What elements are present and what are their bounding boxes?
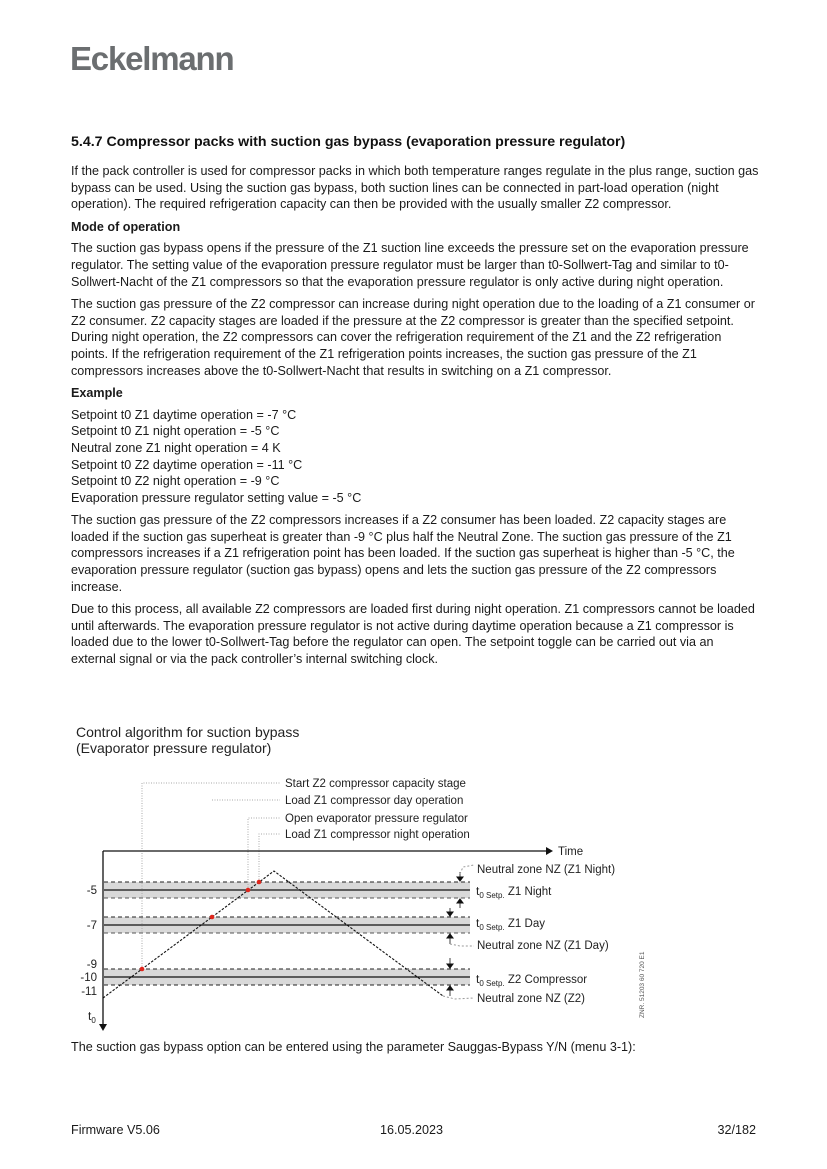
event-leaders <box>142 783 280 969</box>
y-tick-label: -9 <box>86 959 97 971</box>
event-label: Open evaporator pressure regulator <box>285 813 468 825</box>
event-label: Start Z2 compressor capacity stage <box>285 778 466 790</box>
band-label-z1-day: $t_{0 Setp.}$ Z1 Day <box>476 916 545 932</box>
after-diagram-paragraph: The suction gas bypass option can be entered using the parameter Sauggas-Bypass Y/N (menu 3-1): <box>71 1040 636 1054</box>
diagram-svg <box>0 720 827 1040</box>
section-body <box>71 163 761 674</box>
footer-firmware: Firmware V5.06 <box>71 1123 160 1137</box>
arrow-down-icon <box>457 877 463 881</box>
example-item: Setpoint t0 Z1 night operation = -5 °C <box>71 424 280 439</box>
example-item: Evaporation pressure regulator setting value = -5 °C <box>71 490 362 505</box>
leader-nz-day <box>450 944 474 946</box>
diagram-title-line1: Control algorithm for suction bypass <box>76 724 300 740</box>
intro-paragraph: If the pack controller is used for compressor packs in which both temperature ranges regulate in the plus range, suction gas bypass can be used. Using the suction gas bypass, both suction lines can be connected in part-load operation (night operation). The required refrigeration capacity can then be provided with the usually smaller Z2 compressor. <box>71 164 759 212</box>
y-tick-label: -5 <box>86 885 97 897</box>
marker-start-z2 <box>140 967 145 972</box>
footer-date: 16.05.2023 <box>380 1123 444 1137</box>
band-z2 <box>104 969 470 985</box>
diagram-title-line2: (Evaporator pressure regulator) <box>76 740 272 756</box>
example-list <box>71 407 761 507</box>
arrow-up-icon <box>447 986 453 990</box>
leader-nz-z2 <box>443 996 474 999</box>
band-z1-night <box>104 882 470 898</box>
example-paragraph-2: Due to this process, all available Z2 compressors are loaded first during night operation. Z1 compressors cannot be loaded until afterwards. The evaporation pressure regulator is not active during daytime operation because a Z1 compressor is loaded due to the lower t0-Sollwert-Tag before the regulator can open. The setpoint toggle can be carried out via an external signal or via the pack controller’s internal switching clock. <box>71 602 755 667</box>
nz-label: Neutral zone NZ (Z1 Day) <box>477 940 609 952</box>
marker-load-z1-day <box>210 915 215 920</box>
leader-nz-night <box>460 865 474 874</box>
mode-heading: Mode of operation <box>71 219 181 234</box>
event-label: Load Z1 compressor night operation <box>285 829 470 841</box>
event-label: Load Z1 compressor day operation <box>285 795 464 807</box>
mode-paragraph-2: The suction gas pressure of the Z2 compressor can increase during night operation due to the loading of a Z1 consumer or Z2 consumer. Z2 capacity stages are loaded if the pressure at the Z2 compressor is greater than the specified setpoint. During night operation, the Z2 compressors can cover the refrigeration requirement of the Z1 and the Z2 refrigeration points. If the refrigeration requirement of the Z1 refrigeration points increases, the suction gas pressure of the Z1 compressors increases above the t0-Sollwert-Nacht that results in switching on a Z1 compressor. <box>71 297 755 378</box>
y-axis-label: $t_0$ <box>88 1009 96 1025</box>
y-axis-arrow-icon <box>99 1024 107 1031</box>
section-title: 5.4.7 Compressor packs with suction gas bypass (evaporation pressure regulator) <box>71 134 626 150</box>
nz-label: Neutral zone NZ (Z2) <box>477 993 586 1005</box>
footer-page-number: 32/182 <box>717 1123 756 1137</box>
leader-load-z1-night <box>259 834 280 882</box>
arrow-up-icon <box>457 899 463 903</box>
figure-id: ZNR. 51203 60 720 E1 <box>639 951 646 1018</box>
arrow-up-icon <box>447 934 453 938</box>
x-axis-arrow-icon <box>546 847 553 855</box>
y-tick-label: -7 <box>86 920 97 932</box>
arrow-down-icon <box>447 912 453 916</box>
example-item: Setpoint t0 Z2 night operation = -9 °C <box>71 474 280 489</box>
y-tick-label: -10 <box>80 972 97 984</box>
example-heading: Example <box>71 386 123 401</box>
leader-open-regulator <box>248 818 280 890</box>
nz-label: Neutral zone NZ (Z1 Night) <box>477 864 616 876</box>
marker-open-regulator <box>246 888 251 893</box>
arrow-down-icon <box>447 964 453 968</box>
example-item: Setpoint t0 Z2 daytime operation = -11 °C <box>71 457 303 472</box>
control-algorithm-diagram <box>0 720 827 1040</box>
x-axis-label: Time <box>558 846 584 858</box>
band-label-z2: $t_{0 Setp.}$ Z2 Compressor <box>476 972 588 988</box>
example-item: Setpoint t0 Z1 daytime operation = -7 °C <box>71 407 297 422</box>
mode-paragraph-1: The suction gas bypass opens if the pressure of the Z1 suction line exceeds the pressure set on the evaporation pressure regulator. The setting value of the evaporation pressure regulator must be larger than t0-Sollwert-Tag and similar to t0-Sollwert-Nacht of the Z1 compressors so that the evaporation pressure regulator is only active during night operation. <box>71 241 749 289</box>
example-item: Neutral zone Z1 night operation = 4 K <box>71 440 281 455</box>
marker-load-z1-night <box>257 880 262 885</box>
eckelmann-logo: Eckelmann <box>70 40 234 77</box>
band-z1-day <box>104 917 470 933</box>
example-paragraph-1: The suction gas pressure of the Z2 compressors increases if a Z2 consumer has been loaded. Z2 capacity stages are loaded if the suction gas superheat is greater than -9 °C plus half the Neutral Zone. The suction gas pressure of the Z1 compressors increases if a Z1 refrigeration point has been loaded. If the suction gas superheat is higher than -5 °C, the evaporation pressure regulator (suction gas bypass) opens and lets the suction gas pressure of the Z2 compressors increase. <box>71 513 735 594</box>
y-tick-label: -11 <box>81 986 97 998</box>
band-label-z1-night: $t_{0 Setp.}$ Z1 Night <box>476 884 552 900</box>
